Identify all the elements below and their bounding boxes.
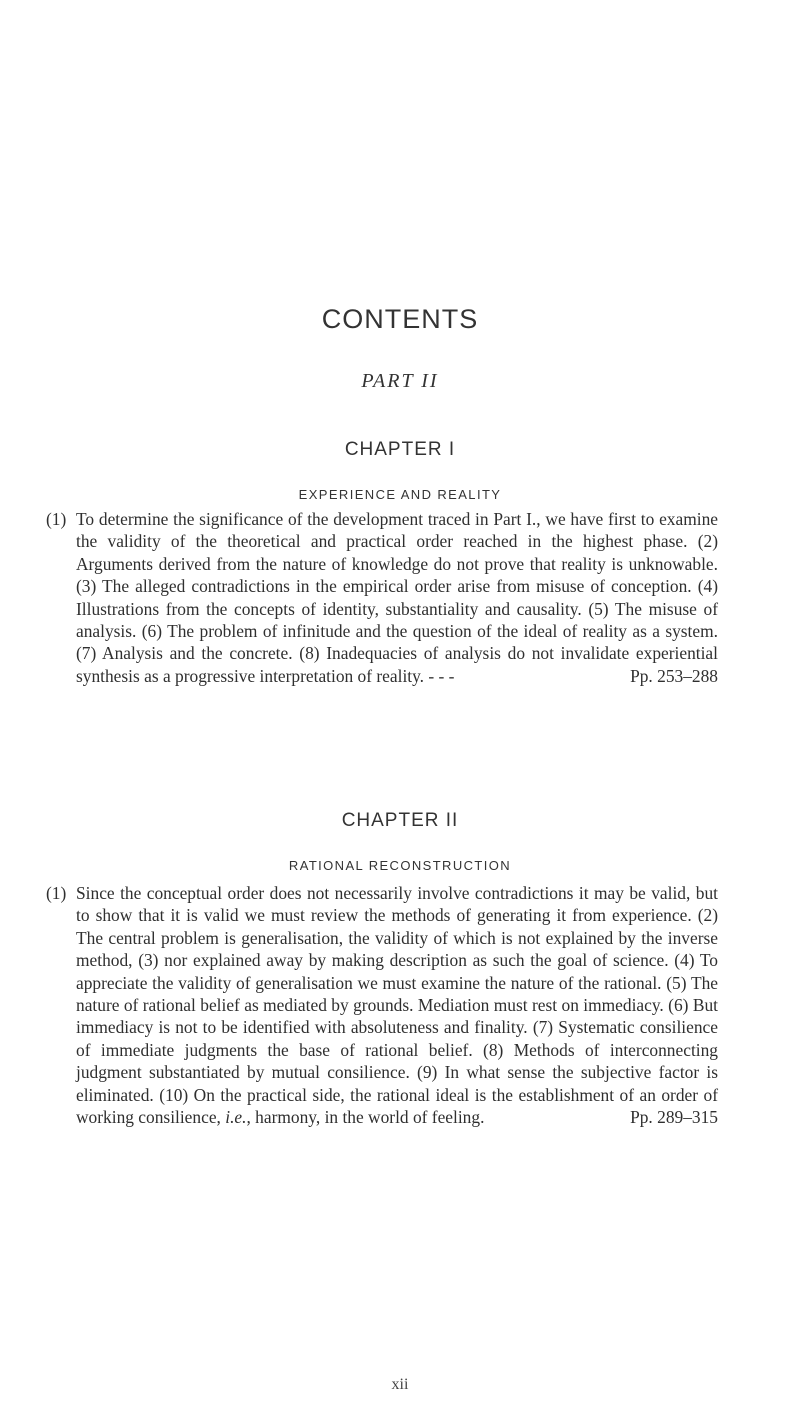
chapter-1-number-marker: (1) [46,509,67,529]
chapter-2-summary-text-a: Since the conceptual order does not necessarily involve contradictions it may be valid, but to show that it is valid we must review the methods of generating it from experience. (2) The central problem is generalisation, the validity of which is not explained by the inverse method, (3) nor explained away by making description as such the goal of science. (4) To appreciate the validity of generalisation we must examine the nature of the rational. (5) The nature of rational belief as mediated by grounds. Mediation must rest on immediacy. (6) But immediacy is not to be identified with absoluteness and finality. (7) Systematic consilience of immediate judgments the base of rational belief. (8) Methods of interconnecting judgment substantiated by mutual consilience. (9) In what sense the subjective factor is eliminated. (10) On the practical side, the rational ideal is the establishment of an order of working consilience, [76,883,718,1128]
chapter-2-page-range: Pp. 289–315 [630,1107,718,1128]
chapter-2-summary-text [76,883,718,1127]
part-title: PART II [361,370,439,392]
chapter-2-summary-text-b: , harmony, in the world of feeling. [246,1107,485,1128]
chapter-2-summary [46,882,718,1128]
contents-title: CONTENTS [321,304,479,334]
chapter-1-summary-text: To determine the significance of the development traced in Part I., we have first to examine the validity of the theoretical and practical order reached in the highest phase. (2) Arguments derived from the nature of knowledge do not prove that reality is unknowable. (3) The alleged contradictions in the empirical order arise from misuse of conception. (4) Illustrations from the concepts of identity, substantiality and causality. (5) The misuse of analysis. (6) The problem of infinitude and the question of the ideal of reality as a system. (7) Analysis and the concrete. (8) Inadequacies of analysis do not invalidate experiential synthesis as a progressive interpretation of reality. - - - [76,509,718,686]
chapter-1-summary [46,508,718,687]
chapter-1-page-range: Pp. 253–288 [630,665,718,686]
chapter-2-summary-italic: i.e. [225,1107,247,1128]
page-folio: xii [391,1376,409,1393]
chapter-2-subtitle: RATIONAL RECONSTRUCTION [288,858,512,873]
chapter-1-subtitle: EXPERIENCE AND REALITY [298,487,502,502]
chapter-1-heading: CHAPTER I [344,439,456,460]
chapter-2-heading: CHAPTER II [341,810,459,831]
chapter-2-number-marker: (1) [46,883,67,903]
